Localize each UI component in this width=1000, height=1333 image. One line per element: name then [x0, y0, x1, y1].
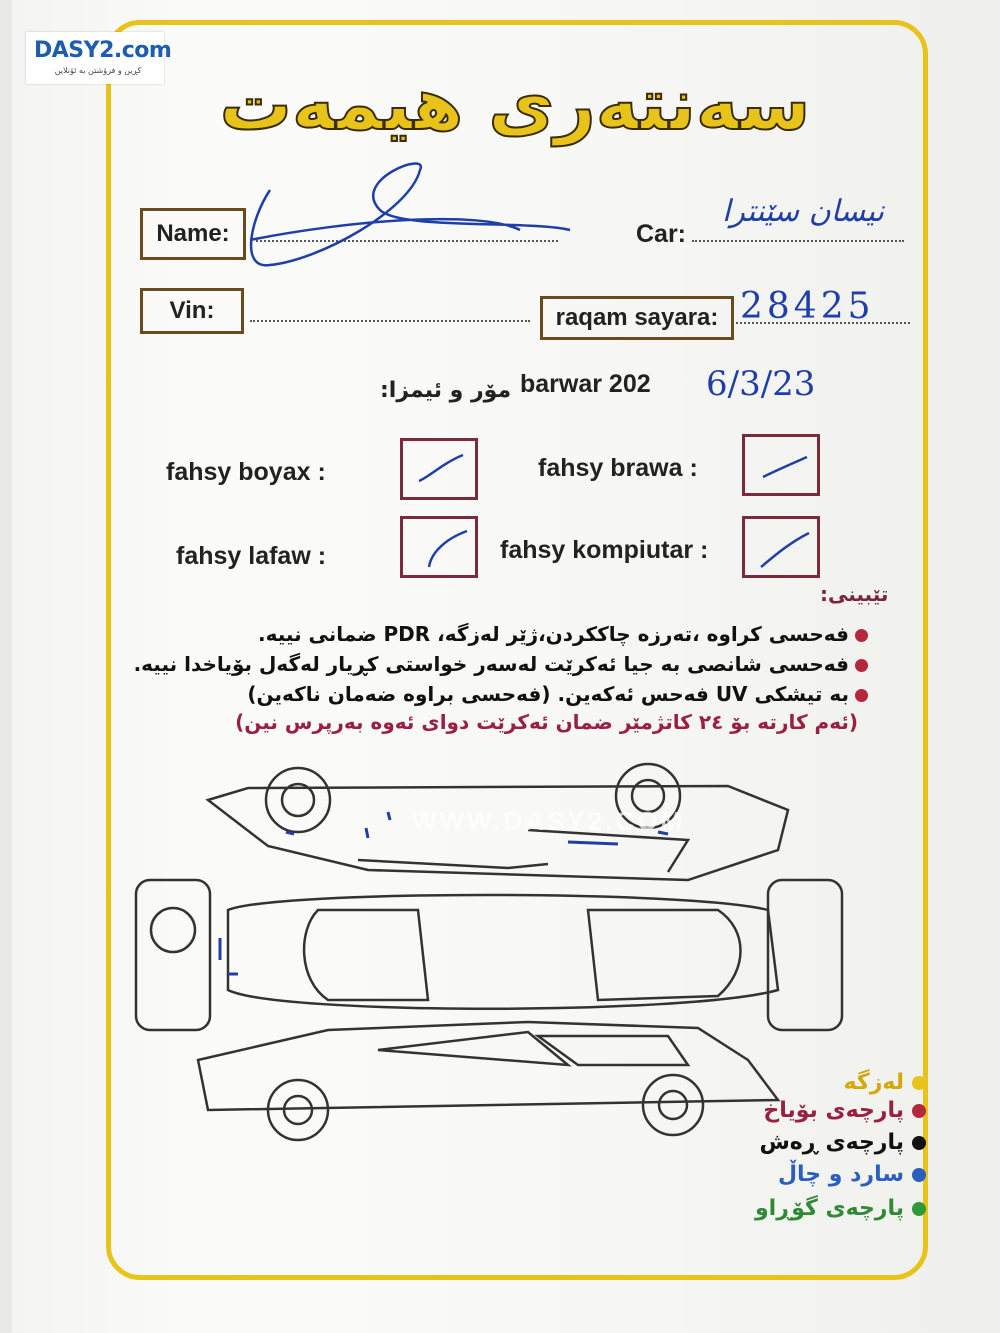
date-value: 6/3/23	[706, 364, 816, 404]
legend-dot	[912, 1136, 926, 1150]
car-label: Car:	[636, 220, 687, 248]
legend-item	[759, 1130, 926, 1155]
vin-line	[250, 320, 530, 322]
note-text: فەحسی شانصی بە جیا ئەکرێت لەسەر خواستی کڕیار لەگەل بۆیاخدا نییە.	[133, 652, 849, 676]
name-label: Name:	[156, 220, 230, 247]
date-prefix: barwar 202	[520, 370, 651, 398]
stamp-label: مۆر و ئیمزا:	[380, 378, 512, 403]
note-bullet	[855, 629, 868, 642]
watermark: WWW.DASY2.COM	[412, 806, 685, 836]
check-label-lafaw: fahsy lafaw :	[176, 542, 327, 570]
legend-dot	[912, 1104, 926, 1118]
check-label-brawa: fahsy brawa :	[538, 454, 698, 482]
note-text: بە تیشکی UV فەحس ئەکەین. (فەحسی براوە ضەمان ناکەین)	[247, 682, 849, 706]
checkbox-lafaw[interactable]	[400, 516, 478, 578]
legend-dot	[912, 1076, 926, 1090]
legend-dot	[912, 1202, 926, 1216]
legend-label: پارچەی بۆیاخ	[763, 1098, 904, 1123]
check-label-boyax: fahsy boyax :	[166, 458, 326, 486]
notes-title: تێبینی:	[820, 582, 889, 606]
checkbox-kompiutar[interactable]	[742, 516, 820, 578]
logo-text: DASY2.com	[34, 38, 172, 63]
site-logo	[26, 32, 172, 84]
note-bullet	[855, 659, 868, 672]
legend-label: سارد و چاڵ	[777, 1162, 904, 1187]
note-text: فەحسی کراوە ،تەرزە چاککردن،ژێر لەزگە، PDR ضمانی نییە.	[258, 622, 849, 646]
plate-label-box	[540, 296, 734, 340]
name-signature	[230, 150, 610, 280]
vin-label-box	[140, 288, 244, 334]
legend-item	[778, 1162, 926, 1187]
legend-item	[844, 1070, 926, 1095]
logo-tagline: کڕین و فرۆشتن بە ئۆنلاین	[54, 66, 142, 75]
legend-label: پارچەی گۆڕاو	[755, 1196, 904, 1221]
note-item	[134, 652, 868, 676]
legend-label: پارچەی ڕەش	[759, 1130, 904, 1155]
checkbox-boyax[interactable]	[400, 438, 478, 500]
legend-label: لەزگە	[843, 1070, 904, 1095]
legend-dot	[912, 1168, 926, 1182]
legend-item	[763, 1098, 926, 1123]
note-warranty: (ئەم کارتە بۆ ٢٤ کاتژمێر ضمان ئەکرێت دوای ئەوە بەرپرس نین)	[235, 710, 858, 734]
note-item	[258, 622, 868, 646]
plate-value: 28425	[740, 286, 875, 327]
check-label-kompiutar: fahsy kompiutar :	[500, 536, 709, 564]
legend-item	[755, 1196, 926, 1221]
note-bullet	[855, 689, 868, 702]
car-value: نیسان سێنترا	[722, 194, 885, 229]
car-line	[692, 240, 904, 242]
plate-label: raqam sayara:	[555, 304, 719, 331]
vin-label: Vin:	[169, 297, 215, 324]
checkbox-brawa[interactable]	[742, 434, 820, 496]
card-title: سەنتەری هیمەت	[219, 62, 811, 146]
note-item	[247, 682, 868, 706]
